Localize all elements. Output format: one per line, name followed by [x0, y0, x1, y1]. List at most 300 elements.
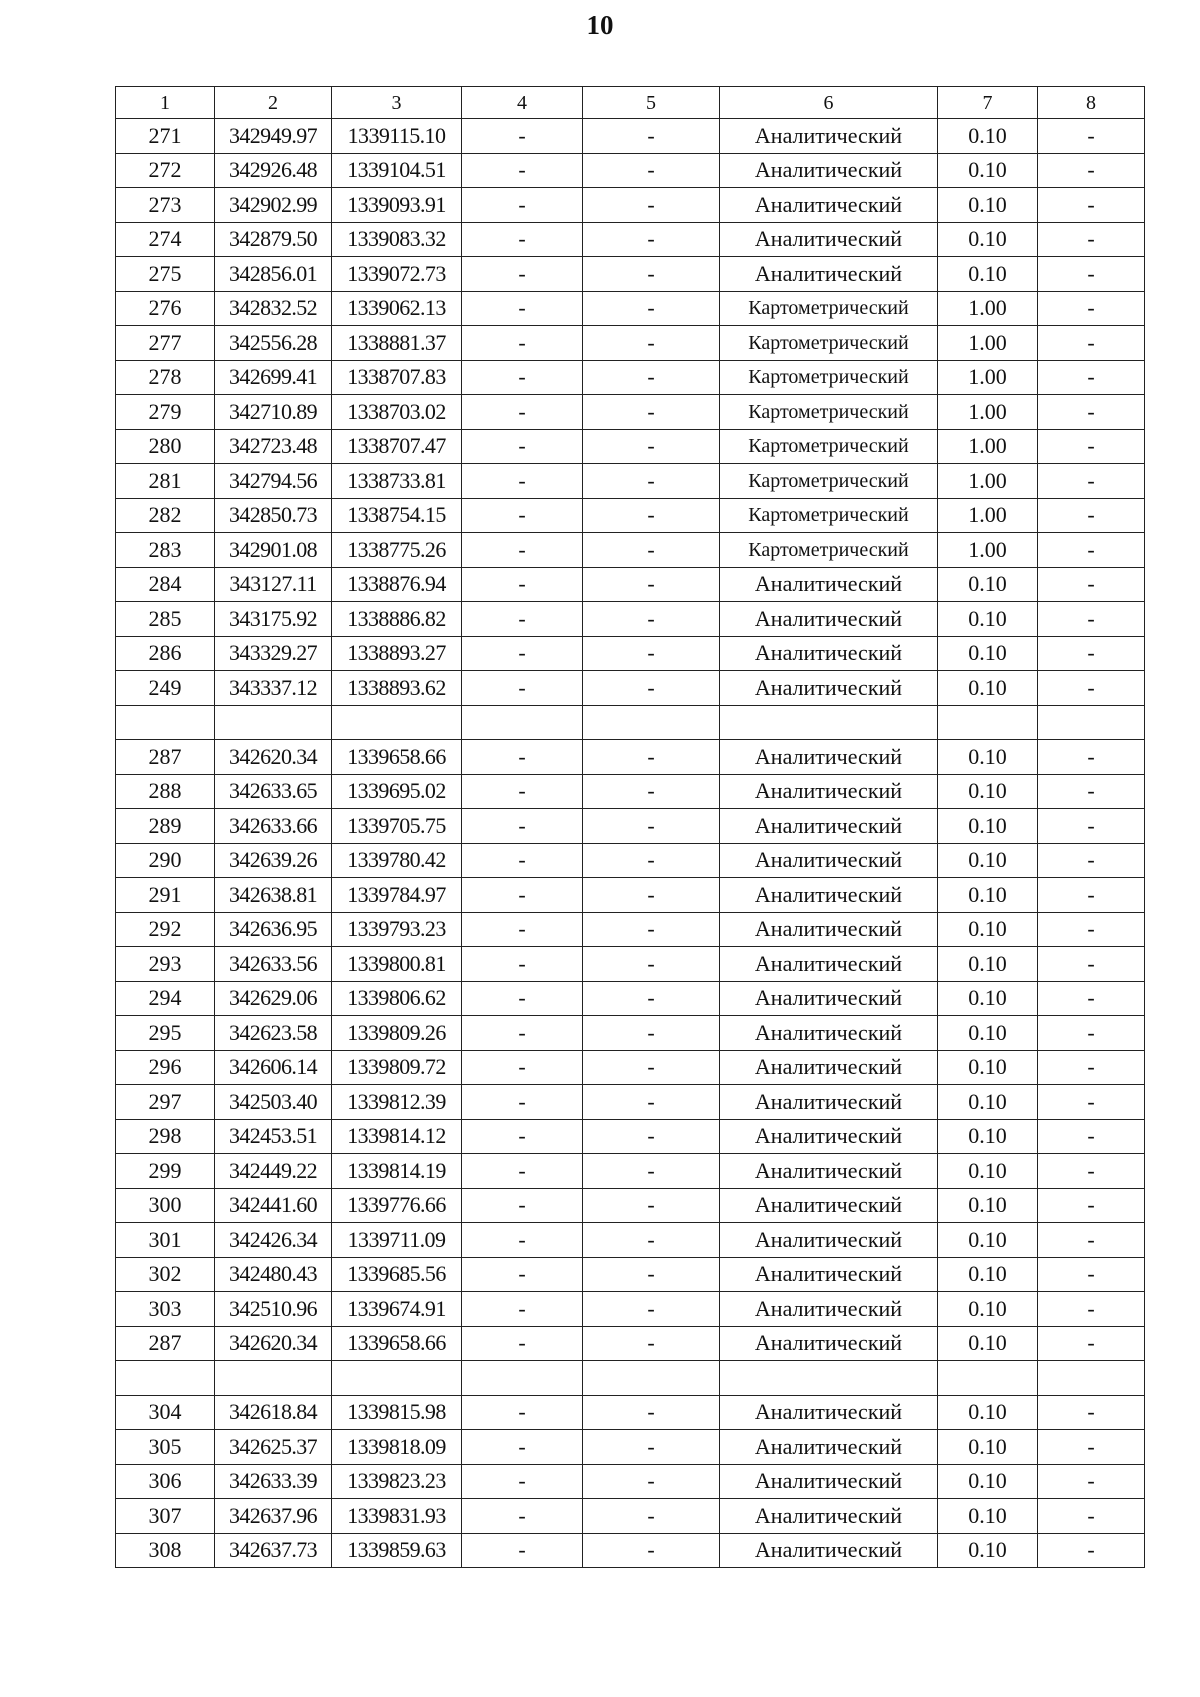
table-cell-col-4: - [462, 498, 583, 533]
table-cell-col-8: - [1038, 326, 1145, 361]
table-cell-col-6: Аналитический [720, 981, 938, 1016]
table-cell-col-3: 1338733.81 [332, 464, 462, 499]
table-cell-col-5: - [583, 1119, 720, 1154]
table-cell-col-3: 1339705.75 [332, 809, 462, 844]
table-cell-col-5: - [583, 947, 720, 982]
table-cell-col-5: - [583, 809, 720, 844]
table-cell-col-6: Аналитический [720, 153, 938, 188]
table-cell-col-7 [938, 705, 1038, 740]
table-cell-col-1: 271 [116, 119, 215, 154]
table-cell-col-4: - [462, 947, 583, 982]
table-cell-col-7: 1.00 [938, 429, 1038, 464]
table-cell-col-2: 342901.08 [215, 533, 332, 568]
table-cell-col-8: - [1038, 1326, 1145, 1361]
table-cell-col-4: - [462, 1533, 583, 1568]
page-number: 10 [586, 10, 614, 40]
table-cell-col-4: - [462, 1050, 583, 1085]
table-row [116, 533, 1145, 568]
table-cell-col-6: Аналитический [720, 1395, 938, 1430]
table-row [116, 1016, 1145, 1051]
table-row [116, 326, 1145, 361]
table-cell-col-1: 287 [116, 1326, 215, 1361]
table-cell-col-6: Аналитический [720, 1292, 938, 1327]
table-cell-col-6: Аналитический [720, 1533, 938, 1568]
table-cell-col-6: Аналитический [720, 671, 938, 706]
table-cell-col-3: 1338707.47 [332, 429, 462, 464]
table-row [116, 1119, 1145, 1154]
table-row [116, 1154, 1145, 1189]
table-cell-col-6: Аналитический [720, 1154, 938, 1189]
column-header-2: 2 [215, 87, 332, 119]
table-cell-col-2: 343127.11 [215, 567, 332, 602]
table-cell-col-1: 283 [116, 533, 215, 568]
table-row [116, 464, 1145, 499]
table-cell-col-5: - [583, 360, 720, 395]
table-cell-col-5: - [583, 1223, 720, 1258]
table-cell-col-5: - [583, 567, 720, 602]
table-cell-col-7: 0.10 [938, 1430, 1038, 1465]
table-cell-col-7: 0.10 [938, 774, 1038, 809]
table-cell-col-5: - [583, 602, 720, 637]
table-cell-col-5: - [583, 429, 720, 464]
table-cell-col-2: 342629.06 [215, 981, 332, 1016]
table-cell-col-7: 0.10 [938, 912, 1038, 947]
table-cell-col-8: - [1038, 1499, 1145, 1534]
table-cell-col-1 [116, 1361, 215, 1396]
table-row [116, 1395, 1145, 1430]
table-cell-col-6: Аналитический [720, 188, 938, 223]
table-cell-col-6: Аналитический [720, 878, 938, 913]
table-row [116, 291, 1145, 326]
table-cell-col-6: Аналитический [720, 947, 938, 982]
table-cell-col-2: 343329.27 [215, 636, 332, 671]
table-cell-col-6: Аналитический [720, 1464, 938, 1499]
table-cell-col-6: Аналитический [720, 912, 938, 947]
table-cell-col-8: - [1038, 1257, 1145, 1292]
table-cell-col-3: 1339809.26 [332, 1016, 462, 1051]
table-cell-col-3: 1339823.23 [332, 1464, 462, 1499]
table-cell-col-5: - [583, 291, 720, 326]
table-cell-col-3: 1338703.02 [332, 395, 462, 430]
table-row [116, 1050, 1145, 1085]
table-row [116, 671, 1145, 706]
table-cell-col-8: - [1038, 464, 1145, 499]
table-cell-col-6: Картометрический [720, 464, 938, 499]
table-cell-col-4: - [462, 740, 583, 775]
table-cell-col-8: - [1038, 291, 1145, 326]
table-cell-col-3: 1339815.98 [332, 1395, 462, 1430]
table-cell-col-1: 293 [116, 947, 215, 982]
table-cell-col-5: - [583, 774, 720, 809]
table-cell-col-8: - [1038, 1464, 1145, 1499]
table-cell-col-1: 272 [116, 153, 215, 188]
table-cell-col-8: - [1038, 1119, 1145, 1154]
table-cell-col-3: 1338754.15 [332, 498, 462, 533]
table-cell-col-6: Картометрический [720, 498, 938, 533]
table-cell-col-4: - [462, 1223, 583, 1258]
table-cell-col-1: 289 [116, 809, 215, 844]
table-cell-col-2: 342556.28 [215, 326, 332, 361]
table-cell-col-1: 299 [116, 1154, 215, 1189]
table-cell-col-6: Картометрический [720, 326, 938, 361]
table-row [116, 1326, 1145, 1361]
table-cell-col-5: - [583, 740, 720, 775]
table-cell-col-8: - [1038, 360, 1145, 395]
table-cell-col-7: 0.10 [938, 188, 1038, 223]
table-cell-col-5: - [583, 1292, 720, 1327]
table-cell-col-3: 1338876.94 [332, 567, 462, 602]
table-row [116, 1292, 1145, 1327]
table-cell-col-5: - [583, 912, 720, 947]
table-cell-col-6: Аналитический [720, 602, 938, 637]
table-row [116, 257, 1145, 292]
table-cell-col-8: - [1038, 533, 1145, 568]
table-cell-col-8 [1038, 705, 1145, 740]
table-row [116, 153, 1145, 188]
table-cell-col-2: 342620.34 [215, 1326, 332, 1361]
table-cell-col-3: 1339831.93 [332, 1499, 462, 1534]
table-cell-col-2: 342625.37 [215, 1430, 332, 1465]
table-cell-col-7: 0.10 [938, 1085, 1038, 1120]
table-cell-col-1: 276 [116, 291, 215, 326]
table-cell-col-4: - [462, 188, 583, 223]
table-cell-col-5: - [583, 464, 720, 499]
table-cell-col-4: - [462, 429, 583, 464]
table-cell-col-5: - [583, 1016, 720, 1051]
table-cell-col-3: 1338707.83 [332, 360, 462, 395]
table-cell-col-7: 1.00 [938, 464, 1038, 499]
table-cell-col-4: - [462, 1154, 583, 1189]
table-cell-col-4: - [462, 1499, 583, 1534]
table-cell-col-6 [720, 705, 938, 740]
table-cell-col-8: - [1038, 912, 1145, 947]
table-cell-col-2: 342449.22 [215, 1154, 332, 1189]
table-cell-col-8: - [1038, 498, 1145, 533]
table-cell-col-1: 277 [116, 326, 215, 361]
table-cell-col-3: 1339859.63 [332, 1533, 462, 1568]
table-cell-col-2: 342480.43 [215, 1257, 332, 1292]
table-cell-col-5: - [583, 981, 720, 1016]
table-cell-col-3: 1339658.66 [332, 740, 462, 775]
table-cell-col-4: - [462, 1395, 583, 1430]
table-cell-col-7: 0.10 [938, 947, 1038, 982]
table-cell-col-3: 1339814.12 [332, 1119, 462, 1154]
table-cell-col-3: 1339062.13 [332, 291, 462, 326]
table-cell-col-2: 342902.99 [215, 188, 332, 223]
table-cell-col-5: - [583, 498, 720, 533]
table-cell-col-5: - [583, 395, 720, 430]
table-cell-col-5: - [583, 1499, 720, 1534]
table-cell-col-2: 342606.14 [215, 1050, 332, 1085]
table-cell-col-2: 342639.26 [215, 843, 332, 878]
table-cell-col-2: 342832.52 [215, 291, 332, 326]
table-cell-col-3: 1339812.39 [332, 1085, 462, 1120]
table-cell-col-1: 273 [116, 188, 215, 223]
table-cell-col-2: 342637.73 [215, 1533, 332, 1568]
table-cell-col-1: 300 [116, 1188, 215, 1223]
table-cell-col-2: 342638.81 [215, 878, 332, 913]
table-cell-col-7: 0.10 [938, 981, 1038, 1016]
table-cell-col-1: 249 [116, 671, 215, 706]
table-cell-col-4: - [462, 1326, 583, 1361]
table-cell-col-4: - [462, 878, 583, 913]
table-cell-col-5 [583, 1361, 720, 1396]
table-cell-col-8: - [1038, 1395, 1145, 1430]
table-cell-col-5: - [583, 1188, 720, 1223]
table-row [116, 360, 1145, 395]
table-cell-col-6: Аналитический [720, 1326, 938, 1361]
table-cell-col-3: 1338775.26 [332, 533, 462, 568]
table-row [116, 1188, 1145, 1223]
table-cell-col-1: 301 [116, 1223, 215, 1258]
table-cell-col-8: - [1038, 1430, 1145, 1465]
table-cell-col-1: 288 [116, 774, 215, 809]
table-cell-col-1: 286 [116, 636, 215, 671]
table-cell-col-7: 0.10 [938, 119, 1038, 154]
header-row [116, 87, 1145, 119]
table-cell-col-8: - [1038, 119, 1145, 154]
table-cell-col-7: 1.00 [938, 326, 1038, 361]
table-cell-col-2: 343175.92 [215, 602, 332, 637]
table-row [116, 1223, 1145, 1258]
table-cell-col-1: 281 [116, 464, 215, 499]
table-cell-col-8: - [1038, 843, 1145, 878]
table-cell-col-3: 1339806.62 [332, 981, 462, 1016]
coordinates-table [115, 86, 1145, 1568]
table-cell-col-6: Аналитический [720, 1085, 938, 1120]
table-cell-col-1: 295 [116, 1016, 215, 1051]
table-cell-col-1: 306 [116, 1464, 215, 1499]
table-cell-col-3: 1339711.09 [332, 1223, 462, 1258]
table-cell-col-6: Аналитический [720, 1430, 938, 1465]
table-cell-col-5: - [583, 1430, 720, 1465]
table-cell-col-6: Аналитический [720, 843, 938, 878]
table-cell-col-3: 1338893.62 [332, 671, 462, 706]
table-cell-col-4: - [462, 1292, 583, 1327]
column-header-5: 5 [583, 87, 720, 119]
table-cell-col-5: - [583, 636, 720, 671]
table-cell-col-5: - [583, 257, 720, 292]
table-cell-col-6: Аналитический [720, 1016, 938, 1051]
table-cell-col-1: 305 [116, 1430, 215, 1465]
table-row [116, 1430, 1145, 1465]
table-cell-col-7: 0.10 [938, 1223, 1038, 1258]
table-cell-col-7: 0.10 [938, 1326, 1038, 1361]
table-cell-col-4: - [462, 636, 583, 671]
table-cell-col-8: - [1038, 1292, 1145, 1327]
table-cell-col-7: 0.10 [938, 740, 1038, 775]
table-cell-col-1: 287 [116, 740, 215, 775]
table-cell-col-7: 1.00 [938, 360, 1038, 395]
table-row [116, 1361, 1145, 1396]
table-cell-col-1: 284 [116, 567, 215, 602]
table-cell-col-2: 342926.48 [215, 153, 332, 188]
table-cell-col-3: 1339685.56 [332, 1257, 462, 1292]
table-row [116, 1257, 1145, 1292]
table-cell-col-3: 1339658.66 [332, 1326, 462, 1361]
table-cell-col-1: 307 [116, 1499, 215, 1534]
table-cell-col-5: - [583, 222, 720, 257]
table-cell-col-1: 296 [116, 1050, 215, 1085]
table-cell-col-6: Аналитический [720, 119, 938, 154]
table-cell-col-1: 297 [116, 1085, 215, 1120]
table-cell-col-5: - [583, 1050, 720, 1085]
table-row [116, 774, 1145, 809]
table-cell-col-3: 1339793.23 [332, 912, 462, 947]
table-row [116, 1085, 1145, 1120]
table-cell-col-7: 0.10 [938, 1464, 1038, 1499]
table-cell-col-3: 1339083.32 [332, 222, 462, 257]
table-cell-col-1: 280 [116, 429, 215, 464]
table-cell-col-5: - [583, 533, 720, 568]
column-header-8: 8 [1038, 87, 1145, 119]
table-cell-col-4: - [462, 671, 583, 706]
table-cell-col-4: - [462, 291, 583, 326]
table-cell-col-7: 0.10 [938, 153, 1038, 188]
table-row [116, 429, 1145, 464]
table-cell-col-7: 1.00 [938, 395, 1038, 430]
table-cell-col-6: Аналитический [720, 809, 938, 844]
table-cell-col-5: - [583, 878, 720, 913]
table-cell-col-1: 298 [116, 1119, 215, 1154]
table-cell-col-5: - [583, 1154, 720, 1189]
table-cell-col-4 [462, 705, 583, 740]
table-cell-col-7: 0.10 [938, 1050, 1038, 1085]
table-cell-col-2: 342633.56 [215, 947, 332, 982]
table-cell-col-2: 342710.89 [215, 395, 332, 430]
table-cell-col-5: - [583, 326, 720, 361]
table-cell-col-8: - [1038, 257, 1145, 292]
table-cell-col-2: 342510.96 [215, 1292, 332, 1327]
table-cell-col-2: 342699.41 [215, 360, 332, 395]
table-cell-col-8: - [1038, 981, 1145, 1016]
table-cell-col-1: 291 [116, 878, 215, 913]
table-cell-col-8: - [1038, 1533, 1145, 1568]
table-cell-col-5: - [583, 1464, 720, 1499]
table-cell-col-6: Картометрический [720, 429, 938, 464]
table-cell-col-3: 1339784.97 [332, 878, 462, 913]
table-cell-col-3 [332, 705, 462, 740]
table-cell-col-1: 274 [116, 222, 215, 257]
table-cell-col-7: 0.10 [938, 1119, 1038, 1154]
column-header-4: 4 [462, 87, 583, 119]
table-cell-col-2: 342636.95 [215, 912, 332, 947]
table-cell-col-3: 1339814.19 [332, 1154, 462, 1189]
table-cell-col-2: 343337.12 [215, 671, 332, 706]
table-cell-col-3: 1339800.81 [332, 947, 462, 982]
table-cell-col-7: 0.10 [938, 1395, 1038, 1430]
table-cell-col-2: 342633.39 [215, 1464, 332, 1499]
table-cell-col-7: 1.00 [938, 498, 1038, 533]
table-cell-col-4: - [462, 360, 583, 395]
table-cell-col-2: 342426.34 [215, 1223, 332, 1258]
table-cell-col-3: 1339104.51 [332, 153, 462, 188]
table-cell-col-1 [116, 705, 215, 740]
table-body [116, 87, 1145, 1568]
table-cell-col-2: 342723.48 [215, 429, 332, 464]
table-cell-col-4: - [462, 153, 583, 188]
table-cell-col-6: Аналитический [720, 567, 938, 602]
table-cell-col-4: - [462, 567, 583, 602]
table-cell-col-6 [720, 1361, 938, 1396]
table-cell-col-2: 342618.84 [215, 1395, 332, 1430]
table-cell-col-3: 1338886.82 [332, 602, 462, 637]
table-cell-col-2: 342623.58 [215, 1016, 332, 1051]
table-cell-col-3: 1338893.27 [332, 636, 462, 671]
table-row [116, 843, 1145, 878]
table-row [116, 809, 1145, 844]
table-cell-col-8: - [1038, 395, 1145, 430]
table-cell-col-6: Картометрический [720, 360, 938, 395]
table-cell-col-5: - [583, 153, 720, 188]
table-cell-col-8: - [1038, 878, 1145, 913]
table-cell-col-5: - [583, 1395, 720, 1430]
table-cell-col-2: 342850.73 [215, 498, 332, 533]
table-cell-col-4 [462, 1361, 583, 1396]
table-cell-col-8: - [1038, 740, 1145, 775]
table-cell-col-3 [332, 1361, 462, 1396]
table-cell-col-6: Аналитический [720, 1257, 938, 1292]
table-cell-col-3: 1339072.73 [332, 257, 462, 292]
table-cell-col-7: 1.00 [938, 533, 1038, 568]
table-cell-col-2: 342637.96 [215, 1499, 332, 1534]
column-header-7: 7 [938, 87, 1038, 119]
table-cell-col-7: 0.10 [938, 1533, 1038, 1568]
table-cell-col-7: 0.10 [938, 671, 1038, 706]
table-cell-col-4: - [462, 912, 583, 947]
table-cell-col-4: - [462, 257, 583, 292]
table-cell-col-7: 0.10 [938, 1016, 1038, 1051]
table-cell-col-2: 342949.97 [215, 119, 332, 154]
table-cell-col-1: 302 [116, 1257, 215, 1292]
table-cell-col-2: 342441.60 [215, 1188, 332, 1223]
table-cell-col-6: Аналитический [720, 636, 938, 671]
table-cell-col-4: - [462, 326, 583, 361]
table-cell-col-4: - [462, 1016, 583, 1051]
table-cell-col-7: 0.10 [938, 843, 1038, 878]
table-row [116, 912, 1145, 947]
table-cell-col-8: - [1038, 1050, 1145, 1085]
table-cell-col-1: 279 [116, 395, 215, 430]
table-cell-col-8: - [1038, 1223, 1145, 1258]
table-cell-col-3: 1339776.66 [332, 1188, 462, 1223]
table-cell-col-5: - [583, 1533, 720, 1568]
table-cell-col-7: 1.00 [938, 291, 1038, 326]
table-cell-col-4: - [462, 395, 583, 430]
table-cell-col-1: 294 [116, 981, 215, 1016]
table-cell-col-8: - [1038, 429, 1145, 464]
table-cell-col-1: 290 [116, 843, 215, 878]
table-cell-col-8: - [1038, 636, 1145, 671]
table-cell-col-6: Картометрический [720, 395, 938, 430]
table-cell-col-7: 0.10 [938, 1499, 1038, 1534]
table-cell-col-2: 342453.51 [215, 1119, 332, 1154]
table-row [116, 947, 1145, 982]
table-row [116, 1464, 1145, 1499]
table-cell-col-5: - [583, 671, 720, 706]
table-row [116, 119, 1145, 154]
table-cell-col-5: - [583, 188, 720, 223]
table-cell-col-2: 342633.66 [215, 809, 332, 844]
table-row [116, 740, 1145, 775]
table-cell-col-7: 0.10 [938, 636, 1038, 671]
column-header-1: 1 [116, 87, 215, 119]
table-cell-col-1: 278 [116, 360, 215, 395]
table-cell-col-1: 282 [116, 498, 215, 533]
table-cell-col-8: - [1038, 1188, 1145, 1223]
table-row [116, 636, 1145, 671]
table-cell-col-8: - [1038, 1154, 1145, 1189]
